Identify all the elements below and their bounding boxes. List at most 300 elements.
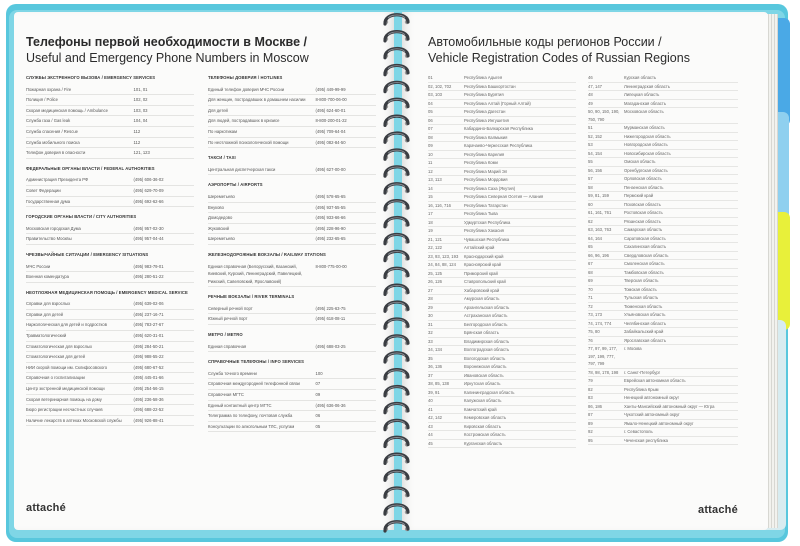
service-name: Справочная междугородней телефонной связи <box>208 381 300 387</box>
region-row <box>588 394 738 403</box>
region-row <box>428 406 576 415</box>
left-page <box>14 12 394 530</box>
phone-row <box>26 342 194 353</box>
phone-row <box>208 203 376 214</box>
region-code: 34, 134 <box>428 347 442 352</box>
region-row <box>588 74 738 83</box>
phone-number: (495) 688-22-52 <box>133 407 164 413</box>
region-name: Пензенская область <box>624 184 664 190</box>
region-code: 86, 186 <box>588 403 602 409</box>
phone-number: (495) 688-03-25 <box>315 343 346 349</box>
phone-row <box>208 234 376 245</box>
region-row <box>588 158 738 167</box>
region-name: Ненецкий автономный округ <box>624 395 680 400</box>
service-name: Северный речной порт <box>208 305 253 311</box>
region-name: г. Санкт-Петербург <box>624 369 661 375</box>
region-code: 08 <box>428 134 433 140</box>
region-name: Кировская область <box>464 423 501 429</box>
phone-row <box>208 95 376 106</box>
region-row <box>588 345 738 369</box>
service-name: Служба мобильного поиска <box>26 139 80 145</box>
region-row <box>588 167 738 176</box>
region-code: 05 <box>428 109 433 114</box>
phone-number: (495) 692-62-66 <box>133 198 164 204</box>
region-name: Чукотский автономный округ <box>624 412 680 417</box>
region-row <box>588 320 738 329</box>
region-row <box>428 261 576 270</box>
phone-row <box>208 165 376 176</box>
region-name: Ленинградская область <box>624 83 670 89</box>
region-name: Смоленская область <box>624 261 665 266</box>
region-name: Забайкальский край <box>624 329 664 334</box>
region-code: 19 <box>428 228 433 233</box>
region-name: Новгородская область <box>624 142 668 147</box>
region-code: 29 <box>428 304 433 310</box>
region-row <box>428 168 576 177</box>
region-code: 40 <box>428 398 433 403</box>
region-name: Чеченская республика <box>624 437 668 443</box>
region-row <box>428 304 576 313</box>
section-heading: СПРАВОЧНЫЕ ТЕЛЕФОНЫ / INFO SERVICES <box>208 359 304 365</box>
region-row <box>588 175 738 184</box>
section-heading: ЧРЕЗВЫЧАЙНЫЕ СИТУАЦИИ / EMERGENCY SITUATIONS <box>26 251 149 257</box>
spiral-ring <box>385 285 408 294</box>
spiral-ring <box>385 15 408 24</box>
service-name: Скорая ветеринарная помощь на дому <box>26 396 102 402</box>
region-name: Воронежская область <box>464 364 507 369</box>
region-name: Удмуртская Республика <box>464 219 511 225</box>
spiral-ring <box>385 133 408 142</box>
phone-row <box>26 272 194 283</box>
region-name: Магаданская область <box>624 100 666 106</box>
section-heading: ФЕДЕРАЛЬНЫЕ ОРГАНЫ ВЛАСТИ / FEDERAL AUTHORITIES <box>26 165 155 171</box>
region-name: Амурская область <box>464 296 500 301</box>
spiral-ring <box>385 218 408 227</box>
region-name: Ульяновская область <box>624 312 666 317</box>
spiral-ring <box>385 471 408 480</box>
region-row <box>588 294 738 303</box>
phone-row <box>208 379 376 390</box>
phone-number: (495) 926-88-41 <box>133 417 164 423</box>
region-row <box>588 286 738 295</box>
region-code: 18 <box>428 219 433 225</box>
region-row <box>428 100 576 109</box>
region-name: Рязанская область <box>624 218 661 224</box>
spiral-ring <box>385 99 408 108</box>
region-row <box>428 151 576 160</box>
region-code: 33 <box>428 338 433 344</box>
phone-row <box>26 299 194 310</box>
spiral-ring <box>385 454 408 463</box>
region-name: Ростовская область <box>624 210 663 215</box>
region-row <box>428 210 576 219</box>
spiral-ring <box>385 420 408 429</box>
region-code: 21, 121 <box>428 236 442 242</box>
section-heading: МЕТРО / METRO <box>208 332 243 338</box>
region-code: 89 <box>588 420 593 426</box>
region-code: 55 <box>588 159 593 164</box>
phone-number: (495) 280-51-22 <box>133 274 164 280</box>
region-code: 87 <box>588 412 593 417</box>
phone-number: 112 <box>133 139 141 145</box>
region-code: 68 <box>588 269 593 275</box>
region-code: 25, 125 <box>428 270 442 276</box>
region-code: 48 <box>588 92 593 97</box>
phone-number: (495) 082-84-50 <box>315 139 346 145</box>
region-row <box>588 277 738 286</box>
region-row <box>428 185 576 194</box>
region-name: Республика Алтай (Горный Алтай) <box>464 100 531 106</box>
phone-number: (495) 232-65-65 <box>315 236 346 242</box>
left-title-ru: Телефоны первой необходимости в Москве / <box>26 35 307 49</box>
region-code: 77, 97, 99, 177, 197, 199, 777, 797, 799 <box>588 346 618 366</box>
region-row <box>428 193 576 202</box>
region-code: 43 <box>428 423 433 429</box>
service-name: Внуково <box>208 204 224 210</box>
phone-number: (495) 620-31-01 <box>133 333 164 339</box>
service-name: Консультации по алкогольным ТЛС, услугам <box>208 423 295 429</box>
section-heading: ТАКСИ / TAXI <box>208 155 236 161</box>
service-name: Южный речной порт <box>208 316 248 322</box>
region-code: 24, 84, 88, 124 <box>428 262 456 267</box>
region-code: 58 <box>588 184 593 190</box>
phone-number: (495) 933-66-66 <box>315 215 346 221</box>
region-name: Республика Хакасия <box>464 228 504 233</box>
service-name: Пожарная охрана / Fire <box>26 86 72 92</box>
section-heading: ЖЕЛЕЗНОДОРОЖНЫЕ ВОКЗАЛЫ / RAILWAY STATIONS <box>208 251 326 257</box>
region-name: Томская область <box>624 286 657 292</box>
region-name: Республика Северная Осетия — Алания <box>464 194 544 199</box>
service-name: Шереметьево <box>208 193 235 199</box>
region-code: 64, 164 <box>588 235 602 241</box>
region-code: 78, 98, 178, 198 <box>588 369 619 375</box>
phone-row <box>26 224 194 235</box>
phone-number: (495) 983-79-01 <box>133 263 164 269</box>
region-code: 44 <box>428 432 433 437</box>
service-name: Единый телефон доверия МЧС России <box>208 86 285 92</box>
region-row <box>588 91 738 100</box>
phone-number: (495) 636-06-36 <box>315 402 346 408</box>
region-name: Тульская область <box>624 295 659 300</box>
phone-row <box>26 197 194 208</box>
region-name: Кабардино-Балкарская Республика <box>464 126 534 131</box>
region-row <box>588 403 738 412</box>
region-code: 65 <box>588 244 593 249</box>
phone-row <box>208 411 376 422</box>
service-name: Центр экстренной медицинской помощи <box>26 386 105 392</box>
phone-number: (495) 629-70-09 <box>133 187 164 193</box>
phone-row <box>26 234 194 245</box>
region-row <box>588 108 738 124</box>
region-code: 14 <box>428 185 433 191</box>
spiral-ring <box>385 184 408 193</box>
phone-row <box>208 224 376 235</box>
spiral-ring <box>385 32 408 41</box>
service-name: Служба точного времени <box>208 370 257 376</box>
spiral-ring <box>385 302 408 311</box>
spiral-ring <box>385 319 408 328</box>
phone-number: (495) 228-96-90 <box>315 225 346 231</box>
region-name: Челябинская область <box>624 320 667 326</box>
region-row <box>428 83 576 92</box>
region-code: 50, 90, 150, 190, 750, 790 <box>588 109 620 122</box>
service-name: Московская городская Дума <box>26 225 81 231</box>
spiral-ring <box>385 268 408 277</box>
region-name: Ямало-Ненецкий автономный округ <box>624 420 694 426</box>
region-code: 30 <box>428 313 433 318</box>
left-page-title <box>26 34 309 66</box>
region-code: 59, 81, 159 <box>588 193 609 198</box>
region-name: Камчатский край <box>464 406 497 412</box>
service-name: Стоматологическая для взрослых <box>26 343 93 349</box>
service-name: НИИ скорой помощи им. Склифосовского <box>26 364 108 370</box>
region-row <box>588 328 738 337</box>
spiral-ring <box>385 387 408 396</box>
region-row <box>428 236 576 245</box>
region-name: Республика Тыва <box>464 211 498 216</box>
spiral-ring <box>385 116 408 125</box>
region-code: 23, 93, 123, 193 <box>428 253 459 259</box>
phone-number: 09 <box>315 392 321 398</box>
service-name: Совет Федерации <box>26 187 61 193</box>
region-row <box>588 252 738 261</box>
phone-number: (495) 680-67-52 <box>133 364 164 370</box>
region-name: Московская область <box>624 109 664 114</box>
region-name: Ярославская область <box>624 337 667 343</box>
region-row <box>428 142 576 151</box>
phone-number: (495) 284-50-21 <box>133 343 164 349</box>
region-name: Орловская область <box>624 176 662 181</box>
region-code: 03, 103 <box>428 92 442 97</box>
phone-row <box>26 106 194 117</box>
phone-row <box>26 262 194 273</box>
region-name: Республика Карелия <box>464 151 505 157</box>
region-row <box>588 377 738 386</box>
region-name: Республика Башкортостан <box>464 83 516 89</box>
phone-number: (495) 618-08-11 <box>315 316 346 322</box>
region-name: Иркутская область <box>464 381 501 386</box>
phone-number: 06 <box>315 413 321 419</box>
region-name: Алтайский край <box>464 245 495 250</box>
right-title-en: Vehicle Registration Codes of Russian Regions <box>428 51 690 65</box>
region-name: Республика Коми <box>464 160 498 165</box>
region-row <box>428 363 576 372</box>
region-row <box>428 278 576 287</box>
region-name: Чувашская Республика <box>464 236 510 242</box>
phone-number: 121, 123 <box>133 150 150 156</box>
phone-number: (495) 445-01-66 <box>133 375 164 381</box>
region-code: 49 <box>588 100 593 106</box>
service-name: Наличие лекарств в аптеках Московской службы <box>26 417 122 423</box>
service-name: Домодедово <box>208 215 233 221</box>
spiral-ring <box>385 403 408 412</box>
service-name: Для детей <box>208 107 228 113</box>
region-row <box>428 397 576 406</box>
phone-number: (495) 237-16-71 <box>133 311 164 317</box>
region-code: 10 <box>428 151 433 157</box>
phone-row <box>208 422 376 433</box>
region-row <box>428 125 576 134</box>
phone-number: (495) 937-55-55 <box>315 204 346 210</box>
region-code: 17 <box>428 211 433 216</box>
region-code: 69 <box>588 278 593 283</box>
phone-row <box>26 186 194 197</box>
phone-row <box>26 395 194 406</box>
spiral-ring <box>385 65 408 74</box>
region-code: 76 <box>588 337 593 343</box>
spiral-ring <box>385 437 408 446</box>
phone-row <box>26 85 194 96</box>
region-code: 38, 85, 138 <box>428 381 449 386</box>
spiral-ring <box>385 82 408 91</box>
region-name: Хабаровский край <box>464 287 500 293</box>
phone-number: (495) 236-58-36 <box>133 396 164 402</box>
region-code: 79 <box>588 378 593 383</box>
region-name: Приморский край <box>464 270 498 276</box>
phone-row <box>26 116 194 127</box>
region-name: Ханты-Мансийский автономный округ — Югра <box>624 403 715 409</box>
region-name: Красноярский край <box>464 262 502 267</box>
right-title-ru: Автомобильные коды регионов России / <box>428 35 662 49</box>
phone-number: 103, 03 <box>133 107 148 113</box>
region-name: Тверская область <box>624 278 659 283</box>
phone-row <box>208 342 376 353</box>
region-row <box>428 372 576 381</box>
spiral-ring <box>385 488 408 497</box>
phone-number: (495) 709-64-04 <box>315 128 346 134</box>
phone-number: (495) 578-65-65 <box>315 193 346 199</box>
region-code: 12 <box>428 168 433 174</box>
phone-row <box>208 213 376 224</box>
region-name: Омская область <box>624 159 656 164</box>
service-name: Справки для взрослых <box>26 301 71 307</box>
region-code: 22, 122 <box>428 245 442 250</box>
region-row <box>588 411 738 420</box>
phone-number: 102, 02 <box>133 97 148 103</box>
phone-number: 100 <box>315 370 323 376</box>
region-code: 61, 161, 761 <box>588 210 612 215</box>
region-name: Владимирская область <box>464 338 510 344</box>
region-code: 09 <box>428 143 433 148</box>
region-name: Республика Крым <box>624 386 659 392</box>
phone-row <box>26 320 194 331</box>
phone-number: (495) 254-56-15 <box>133 386 164 392</box>
region-name: Вологодская область <box>464 355 506 361</box>
service-name: Справочная МГТС <box>208 392 244 398</box>
phone-number: (495) 449-99-99 <box>315 86 346 92</box>
region-code: 72 <box>588 303 593 309</box>
region-name: Пермский край <box>624 193 654 198</box>
region-row <box>588 141 738 150</box>
region-name: Республика Бурятия <box>464 92 504 97</box>
service-name: Для женщин, пострадавших в домашнем насилии <box>208 97 306 103</box>
service-name: Скорая медицинская помощь / Ambulance <box>26 107 108 113</box>
service-name: Справочная о госпитализации <box>26 375 85 381</box>
phone-number: 8-800-700-06-00 <box>315 97 347 103</box>
region-row <box>588 218 738 227</box>
region-row <box>588 226 738 235</box>
brand-logo-left: attaché <box>26 502 66 514</box>
region-row <box>588 303 738 312</box>
phone-row <box>208 304 376 315</box>
region-code: 31 <box>428 321 433 327</box>
region-row <box>428 159 576 168</box>
region-row <box>588 192 738 201</box>
region-name: Саратовская область <box>624 235 666 241</box>
region-row <box>428 219 576 228</box>
codes-column-2 <box>588 74 738 445</box>
region-code: 13, 113 <box>428 177 442 182</box>
phone-column-1 <box>26 74 194 426</box>
phone-row <box>26 352 194 363</box>
region-code: 07 <box>428 126 433 131</box>
region-code: 71 <box>588 295 593 300</box>
region-row <box>428 202 576 211</box>
region-code: 42, 142 <box>428 415 442 420</box>
region-row <box>588 386 738 395</box>
region-code: 41 <box>428 406 433 412</box>
region-row <box>588 260 738 269</box>
region-code: 16, 116, 716 <box>428 202 451 208</box>
phone-row <box>208 401 376 412</box>
region-code: 56, 156 <box>588 167 602 173</box>
region-row <box>428 355 576 364</box>
region-name: Нижегородская область <box>624 133 671 139</box>
region-code: 73, 173 <box>588 312 602 317</box>
region-name: Брянская область <box>464 330 499 335</box>
region-code: 54, 154 <box>588 150 602 156</box>
spiral-ring <box>385 505 408 514</box>
region-row <box>428 91 576 100</box>
region-name: Мурманская область <box>624 125 665 130</box>
spiral-ring <box>385 353 408 362</box>
spiral-ring <box>385 150 408 159</box>
region-row <box>588 209 738 218</box>
region-name: Псковская область <box>624 201 661 207</box>
region-code: 66, 96, 196 <box>588 252 609 258</box>
service-name: Шереметьево <box>208 236 235 242</box>
region-code: 15 <box>428 194 433 199</box>
phone-row <box>26 138 194 149</box>
region-name: Самарская область <box>624 227 663 232</box>
region-name: Астраханская область <box>464 313 508 318</box>
region-name: Тамбовская область <box>624 269 664 275</box>
region-code: 92 <box>588 429 593 434</box>
region-name: Республика Саха (Якутия) <box>464 185 516 191</box>
region-row <box>588 437 738 446</box>
service-name: Центральная диспетчерская такси <box>208 166 276 172</box>
region-code: 26, 126 <box>428 279 442 284</box>
brand-logo-right: attaché <box>698 504 738 516</box>
region-code: 47, 147 <box>588 83 602 89</box>
region-row <box>588 243 738 252</box>
service-name: Служба газа / Gas leak <box>26 118 71 124</box>
spiral-ring <box>385 336 408 345</box>
region-row <box>588 337 738 346</box>
phone-number: 8-800-200-01-22 <box>315 118 347 124</box>
phone-row <box>26 331 194 342</box>
phone-number: 112 <box>133 128 141 134</box>
region-name: Республика Ингушетия <box>464 117 509 123</box>
section-heading: РЕЧНЫЕ ВОКЗАЛЫ / RIVER TERMINALS <box>208 294 295 300</box>
phone-row <box>26 363 194 374</box>
region-code: 62 <box>588 218 593 224</box>
section-heading: АЭРОПОРТЫ / AIRPORTS <box>208 182 263 188</box>
region-name: Свердловская область <box>624 252 669 258</box>
region-name: Курганская область <box>464 440 503 446</box>
region-row <box>588 100 738 109</box>
region-row <box>428 117 576 126</box>
